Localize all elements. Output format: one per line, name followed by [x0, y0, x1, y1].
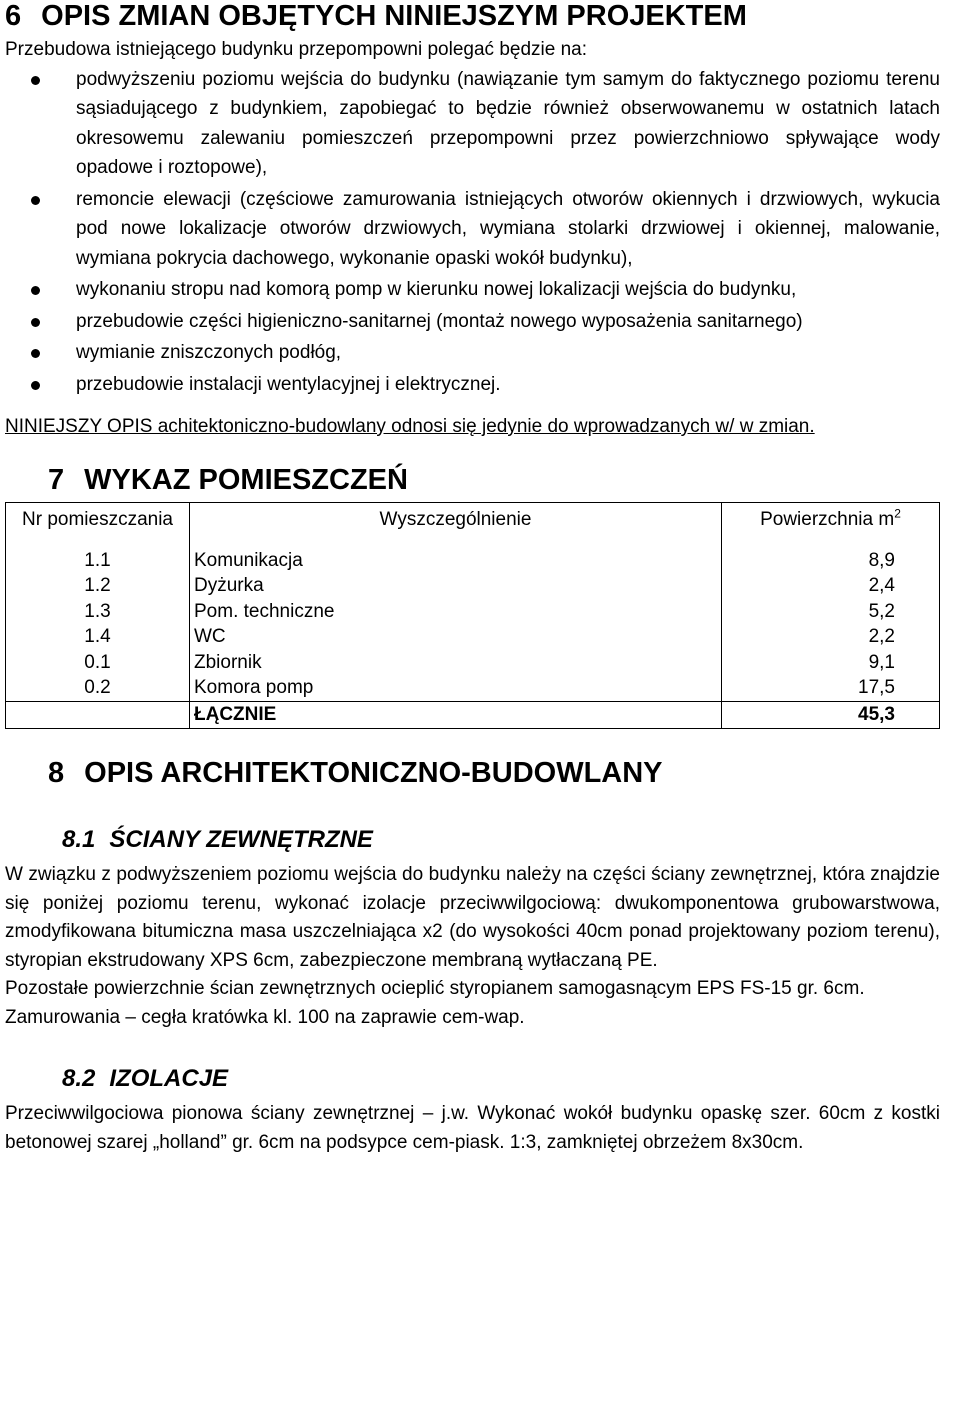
list-item: [5, 338, 940, 368]
cell-room-number: 0.1: [6, 650, 190, 676]
list-item: [5, 370, 940, 400]
scope-note: NINIEJSZY OPIS achitektoniczno-budowlany odnosi się jedynie do wprowadzanych w/ w zmian.: [5, 416, 815, 437]
subsection-8-1-heading: [62, 825, 940, 855]
total-label: ŁĄCZNIE: [190, 702, 722, 729]
cell-area: 8,9: [722, 543, 940, 574]
changes-list: [5, 65, 940, 400]
bullet-icon: [31, 349, 40, 358]
cell-empty: [6, 702, 190, 729]
bullet-icon: [31, 196, 40, 205]
table-row: [6, 650, 940, 676]
subsection-8-2-heading: [62, 1064, 940, 1094]
cell-room-number: 1.1: [6, 543, 190, 574]
cell-description: Komora pomp: [190, 675, 722, 701]
cell-room-number: 1.4: [6, 624, 190, 650]
section-number: 8: [48, 757, 65, 790]
cell-room-number: 0.2: [6, 675, 190, 701]
list-item: [5, 185, 940, 274]
table-row: [6, 599, 940, 625]
bullet-icon: [31, 76, 40, 85]
rooms-table: [5, 502, 940, 730]
header-area-unit-exponent: 2: [894, 506, 901, 521]
section-6-heading: [5, 0, 940, 32]
list-item: [5, 275, 940, 305]
header-description: Wyszczególnienie: [190, 502, 722, 543]
table-total-row: [6, 702, 940, 729]
total-area: 45,3: [722, 702, 940, 729]
table-header-row: [6, 502, 940, 543]
intro-paragraph: Przebudowa istniejącego budynku przepompowni polegać będzie na:: [5, 39, 587, 60]
cell-area: 2,4: [722, 573, 940, 599]
header-area-label: Powierzchnia m: [760, 508, 895, 530]
header-room-number: Nr pomieszczania: [6, 502, 190, 543]
section-number: 7: [48, 463, 65, 496]
section-title: OPIS ZMIAN OBJĘTYCH NINIEJSZYM PROJEKTEM: [41, 0, 747, 32]
list-item: [5, 65, 940, 183]
section-8-heading: [48, 757, 940, 789]
list-item-text: podwyższeniu poziomu wejścia do budynku (nawiązanie tym samym do faktycznego poziomu terenu sąsiadującego z budynkiem, zapobiegać to będzie również obserwowanemu w ostatnich latach okresowemu zalewaniu pomieszczeń przepompowni przez powierzchniowo spływające wody opadowe i roztopowe),: [76, 68, 940, 178]
paragraph: Pozostałe powierzchnie ścian zewnętrznych ocieplić styropianem samogasnącym EPS FS-15 gr. 6cm.: [5, 978, 865, 1000]
subsection-number: 8.2: [62, 1065, 96, 1093]
list-item-text: remoncie elewacji (częściowe zamurowania istniejących otworów okiennych i drzwiowych, wykucia pod nowe lokalizacje otworów drzwiowych, wymiana stolarki drzwiowej i okiennej, malowanie, wymiana pokrycia dachowego, wykonanie opaski wokół budynku),: [76, 188, 940, 269]
cell-description: Pom. techniczne: [190, 599, 722, 625]
section-7-heading: [48, 464, 940, 496]
cell-area: 17,5: [722, 675, 940, 701]
table-row: [6, 543, 940, 574]
list-item: [5, 307, 940, 337]
table-row: [6, 624, 940, 650]
header-area: [722, 502, 940, 543]
cell-description: Zbiornik: [190, 650, 722, 676]
subsection-number: 8.1: [62, 826, 96, 854]
list-item-text: wykonaniu stropu nad komorą pomp w kierunku nowej lokalizacji wejścia do budynku,: [76, 279, 797, 300]
paragraph: Przeciwwilgociowa pionowa ściany zewnętrznej – j.w. Wykonać wokół budynku opaskę szer. 60cm z kostki betonowej szarej „holland” gr. 6cm na podsypce cem-piask. 1:3, zamkniętej obrzeżem 8x30cm.: [5, 1103, 940, 1153]
bullet-icon: [31, 381, 40, 390]
section-number: 6: [5, 0, 22, 32]
paragraph: Zamurowania – cegła kratówka kl. 100 na zaprawie cem-wap.: [5, 1006, 525, 1028]
cell-area: 9,1: [722, 650, 940, 676]
table-row: [6, 675, 940, 701]
cell-description: Komunikacja: [190, 543, 722, 574]
cell-room-number: 1.2: [6, 573, 190, 599]
list-item-text: przebudowie części higieniczno-sanitarnej (montaż nowego wyposażenia sanitarnego): [76, 310, 803, 332]
cell-description: Dyżurka: [190, 573, 722, 599]
cell-room-number: 1.3: [6, 599, 190, 625]
cell-area: 2,2: [722, 624, 940, 650]
section-title: WYKAZ POMIESZCZEŃ: [84, 463, 408, 496]
paragraph: W związku z podwyższeniem poziomu wejścia do budynku należy na części ściany zewnętrznej, która znajdzie się poniżej poziomu terenu, wykonać izolacje przeciwwilgociową: dwukomponentowa grubowarstwowa, zmodyfikowana bitumiczna masa uszczelniająca x2 (do wysokości 40cm ponad projektowany poziom terenu), styropian ekstrudowany XPS 6cm, zabezpieczone membraną wytłaczaną PE.: [5, 864, 940, 971]
list-item-text: wymianie zniszczonych podłóg,: [76, 342, 342, 363]
list-item-text: przebudowie instalacji wentylacyjnej i elektrycznej.: [76, 373, 501, 395]
section-title: OPIS ARCHITEKTONICZNO-BUDOWLANY: [84, 757, 663, 790]
subsection-title: ŚCIANY ZEWNĘTRZNE: [109, 826, 373, 854]
cell-area: 5,2: [722, 599, 940, 625]
document-page: [5, 0, 940, 1157]
bullet-icon: [31, 318, 40, 327]
cell-description: WC: [190, 624, 722, 650]
subsection-title: IZOLACJE: [109, 1065, 229, 1093]
bullet-icon: [31, 286, 40, 295]
table-row: [6, 573, 940, 599]
